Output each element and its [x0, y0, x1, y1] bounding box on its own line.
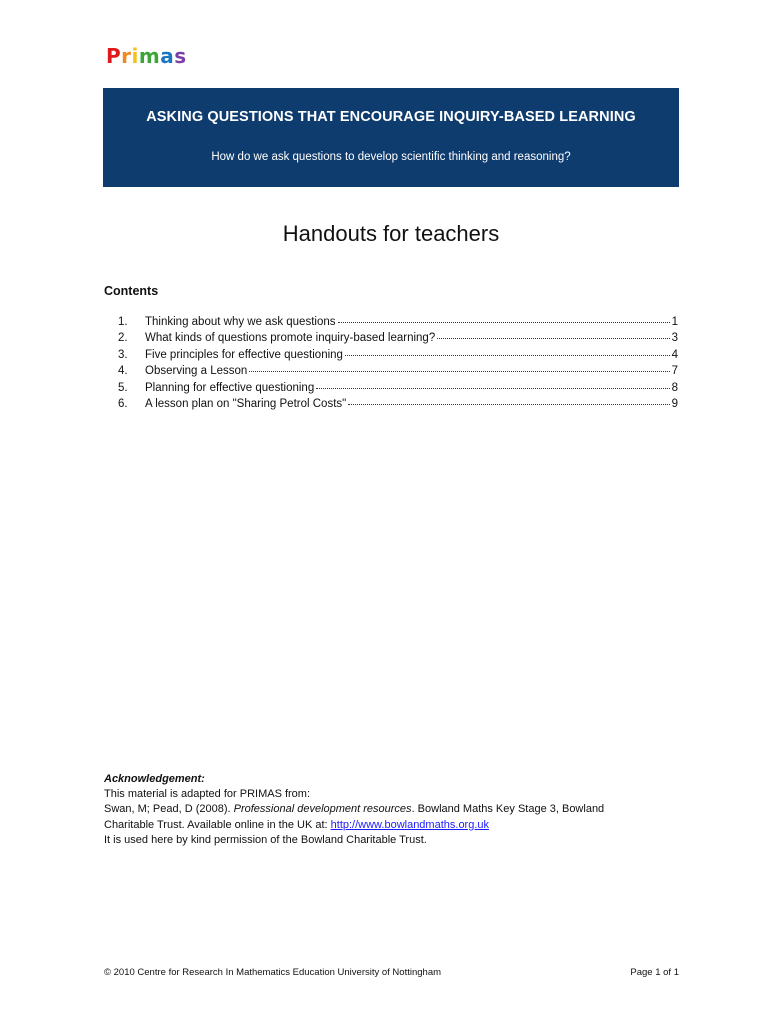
acknowledgement-permission: It is used here by kind permission of the Bowland Charitable Trust.	[104, 833, 427, 846]
toc-entry-title: Five principles for effective questioning	[145, 348, 343, 361]
logo-letter: m	[138, 44, 161, 68]
acknowledgement-availability	[104, 818, 674, 833]
toc-leader-dots	[348, 396, 669, 405]
toc-entry-number: 1.	[118, 316, 128, 328]
toc-entry-title: Observing a Lesson	[145, 365, 248, 378]
toc-entry-number: 3.	[118, 348, 128, 361]
toc-entry-title: Thinking about why we ask questions	[145, 316, 336, 328]
toc-entry-page: 1	[671, 316, 678, 328]
toc-entry-title: Planning for effective questioning	[145, 381, 315, 394]
logo-letter: r	[121, 44, 132, 68]
toc-entry[interactable]	[118, 398, 678, 414]
toc-leader-dots	[437, 330, 669, 339]
toc-entry-page: 4	[671, 348, 678, 361]
toc-entry-title: What kinds of questions promote inquiry-based learning?	[145, 332, 436, 345]
toc-entry-page: 3	[671, 332, 678, 345]
citation-source: . Bowland Maths Key Stage 3, Bowland	[411, 803, 605, 816]
acknowledgement-citation	[104, 802, 674, 817]
toc-entry-page: 7	[671, 365, 678, 378]
document-title: Handouts for teachers	[282, 221, 500, 246]
logo-letter: s	[174, 44, 187, 68]
acknowledgement-line: This material is adapted for PRIMAS from:	[104, 788, 311, 801]
citation-authors: Swan, M; Pead, D (2008).	[104, 803, 234, 816]
toc-entry-title: A lesson plan on "Sharing Petrol Costs"	[145, 397, 347, 410]
toc-entry-number: 2.	[118, 332, 128, 345]
title-banner	[103, 88, 679, 187]
toc-leader-dots	[338, 314, 670, 323]
citation-title: Professional development resources	[233, 803, 412, 816]
toc-entry-number: 6.	[118, 397, 128, 410]
toc-leader-dots	[316, 380, 669, 389]
contents-heading: Contents	[104, 284, 159, 298]
toc-entry-number: 4.	[118, 365, 128, 378]
availability-text: Charitable Trust. Available online in the UK at:	[104, 818, 331, 831]
toc-leader-dots	[249, 363, 669, 372]
acknowledgement-heading: Acknowledgement:	[104, 773, 205, 785]
toc-entry-number: 5.	[118, 381, 128, 394]
table-of-contents	[118, 316, 678, 414]
toc-entry-page: 9	[671, 397, 678, 410]
logo-letter: P	[106, 44, 122, 68]
primas-logo	[106, 44, 187, 68]
banner-title: ASKING QUESTIONS THAT ENCOURAGE INQUIRY-BASED LEARNING	[146, 109, 636, 125]
toc-leader-dots	[345, 347, 670, 356]
logo-letter: i	[131, 44, 139, 68]
acknowledgement	[104, 772, 674, 848]
logo-letter: a	[160, 44, 175, 68]
banner-subtitle: How do we ask questions to develop scientific thinking and reasoning?	[211, 151, 571, 163]
bowland-link[interactable]: http://www.bowlandmaths.org.uk	[330, 818, 490, 831]
footer-copyright: © 2010 Centre for Research In Mathematics Education University of Nottingham	[104, 967, 442, 978]
toc-entry-page: 8	[671, 381, 678, 394]
footer-page-number: Page 1 of 1	[630, 967, 679, 978]
